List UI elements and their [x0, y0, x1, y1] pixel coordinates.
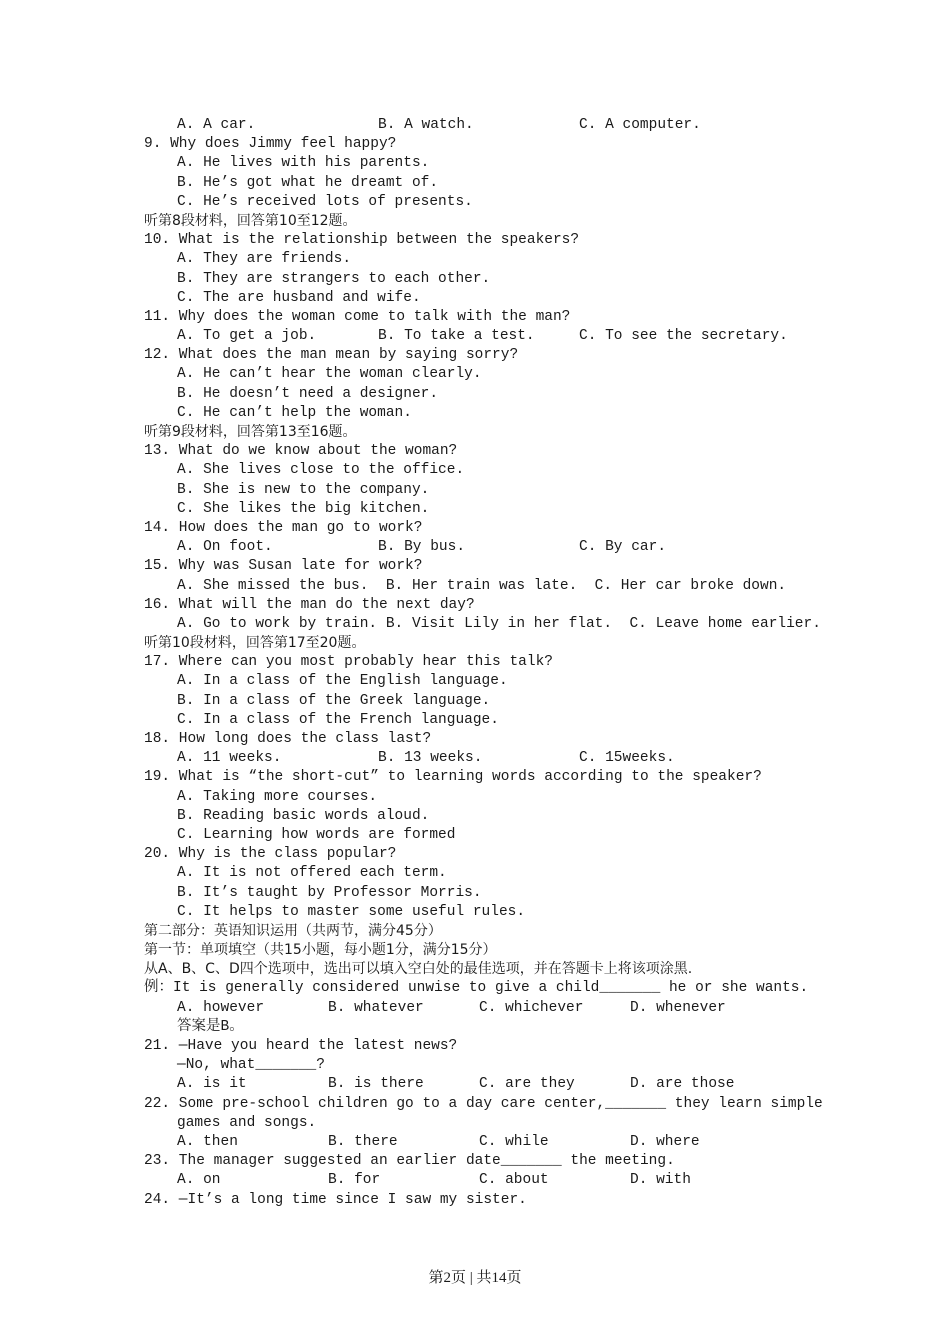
question-line: 16. What will the man do the next day?	[144, 596, 475, 613]
option-b: B. 13 weeks.	[378, 750, 483, 767]
option-b: B. whatever	[328, 999, 424, 1016]
option-row	[144, 999, 824, 1018]
option-c: C. By car.	[579, 539, 667, 556]
option-c: C. 15weeks.	[579, 750, 675, 767]
option-line: A. He lives with his parents.	[177, 155, 430, 172]
option-line: C. He can’t help the woman.	[177, 404, 412, 421]
option-line: C. She likes the big kitchen.	[177, 500, 430, 517]
question-line: 13. What do we know about the woman?	[144, 443, 458, 460]
option-line: A. They are friends.	[177, 251, 352, 268]
option-line: A. It is not offered each term.	[177, 865, 447, 882]
option-a: A. A car.	[177, 117, 256, 133]
option-line: 答案是B。	[177, 1018, 244, 1035]
option-b: B. By bus.	[378, 539, 466, 556]
option-line: —No, what_______?	[177, 1057, 325, 1074]
section-heading: 听第8段材料，回答第10至12题。	[144, 212, 357, 229]
option-b: B. A watch.	[378, 117, 474, 133]
section-heading: 听第10段材料，回答第17至20题。	[144, 635, 366, 652]
question-line: 20. Why is the class popular?	[144, 846, 397, 863]
question-line: 9. Why does Jimmy feel happy?	[144, 136, 397, 153]
option-line: C. The are husband and wife.	[177, 289, 421, 306]
option-row	[144, 538, 824, 557]
option-c: C. whichever	[479, 999, 584, 1016]
option-line: A. She missed the bus. B. Her train was late. C. Her car broke down.	[177, 577, 787, 594]
option-a: A. however	[177, 999, 265, 1016]
question-line: 11. Why does the woman come to talk with the man?	[144, 308, 571, 325]
option-line: A. Taking more courses.	[177, 788, 378, 805]
option-c: C. A computer.	[579, 117, 701, 133]
question-line: 22. Some pre-school children go to a day care center,_______ they learn simple	[144, 1095, 823, 1112]
option-line: B. She is new to the company.	[177, 481, 430, 498]
option-c: C. about	[479, 1172, 549, 1189]
option-line: C. Learning how words are formed	[177, 826, 456, 843]
option-d: D. with	[630, 1172, 691, 1189]
option-row	[144, 1075, 824, 1094]
option-row	[144, 327, 824, 346]
option-line: B. In a class of the Greek language.	[177, 692, 491, 709]
option-d: D. where	[630, 1133, 700, 1150]
option-c: C. while	[479, 1133, 549, 1150]
question-line: 24. —It’s a long time since I saw my sister.	[144, 1191, 527, 1208]
option-line: C. It helps to master some useful rules.	[177, 903, 526, 920]
option-a: A. To get a job.	[177, 328, 317, 345]
option-row	[144, 1133, 824, 1152]
option-row	[144, 116, 824, 135]
question-line: 15. Why was Susan late for work?	[144, 558, 423, 575]
option-d: D. are those	[630, 1076, 735, 1093]
section-heading: 第一节：单项填空（共15小题，每小题1分，满分15分）	[144, 942, 497, 959]
option-b: B. there	[328, 1133, 398, 1150]
question-line: 17. Where can you most probably hear this talk?	[144, 654, 553, 671]
option-b: B. To take a test.	[378, 328, 535, 345]
option-line: B. He doesn’t need a designer.	[177, 385, 439, 402]
option-line: A. She lives close to the office.	[177, 462, 465, 479]
question-line: 18. How long does the class last?	[144, 731, 432, 747]
option-a: A. on	[177, 1172, 221, 1189]
section-heading: 第二部分：英语知识运用（共两节，满分45分）	[144, 922, 442, 939]
question-line: 12. What does the man mean by saying sorry?	[144, 347, 519, 364]
option-row	[144, 749, 824, 768]
section-heading: 听第9段材料，回答第13至16题。	[144, 424, 357, 440]
option-line: B. He’s got what he dreamt of.	[177, 174, 439, 191]
section-heading: 从A、B、C、D四个选项中，选出可以填入空白处的最佳选项，并在答题卡上将该项涂黑.	[144, 961, 693, 978]
option-b: B. for	[328, 1172, 381, 1189]
question-line: 23. The manager suggested an earlier date_______ the meeting.	[144, 1153, 675, 1170]
option-a: A. then	[177, 1133, 238, 1150]
option-line: A. Go to work by train. B. Visit Lily in her flat. C. Leave home earlier.	[177, 615, 821, 632]
question-line: 21. —Have you heard the latest news?	[144, 1038, 458, 1054]
question-line: 例：It is generally considered unwise to give a child_______ he or she wants.	[144, 980, 809, 997]
option-a: A. is it	[177, 1076, 247, 1093]
question-line: 19. What is “the short-cut” to learning words according to the speaker?	[144, 769, 762, 786]
exam-content	[144, 116, 824, 1210]
option-a: A. 11 weeks.	[177, 750, 282, 767]
question-line: 14. How does the man go to work?	[144, 519, 423, 536]
question-line: 10. What is the relationship between the speakers?	[144, 232, 580, 249]
option-c: C. are they	[479, 1076, 575, 1093]
option-line: B. They are strangers to each other.	[177, 270, 491, 287]
option-d: D. whenever	[630, 999, 726, 1016]
option-a: A. On foot.	[177, 539, 273, 556]
option-line: B. It’s taught by Professor Morris.	[177, 884, 482, 901]
option-line: games and songs.	[177, 1114, 317, 1131]
page-footer: 第2页 | 共14页	[428, 1270, 522, 1286]
option-line: C. He’s received lots of presents.	[177, 193, 473, 210]
option-c: C. To see the secretary.	[579, 328, 788, 345]
option-line: B. Reading basic words aloud.	[177, 807, 430, 824]
option-line: A. In a class of the English language.	[177, 673, 508, 690]
option-line: A. He can’t hear the woman clearly.	[177, 366, 482, 383]
option-row	[144, 1171, 824, 1190]
option-line: C. In a class of the French language.	[177, 711, 499, 728]
option-b: B. is there	[328, 1076, 424, 1093]
